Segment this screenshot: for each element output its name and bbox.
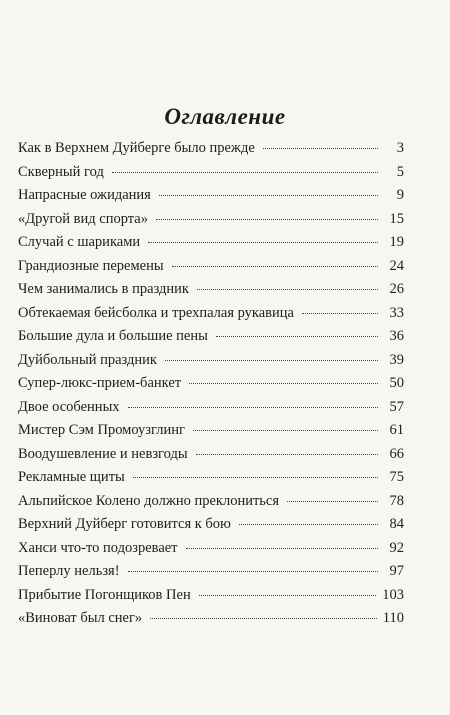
toc-dot-leader [112, 172, 378, 173]
toc-entry [18, 399, 404, 423]
toc-entry-title: Двое особенных [18, 398, 120, 415]
toc-entry-page: 33 [389, 304, 404, 321]
toc-dot-leader [150, 618, 377, 619]
toc-entry [18, 211, 404, 235]
toc-entry-title: Обтекаемая бейсболка и трехпалая рукавица [18, 304, 294, 321]
toc-entry-page: 78 [389, 492, 404, 509]
toc-entry-page: 103 [382, 586, 404, 603]
toc-entry-title: Напрасные ожидания [18, 187, 151, 203]
toc-entry-page: 50 [389, 375, 404, 391]
toc-dot-leader [287, 501, 378, 502]
toc-entry-page: 57 [389, 398, 404, 415]
toc-entry [18, 234, 404, 258]
toc-dot-leader [302, 313, 378, 314]
toc-dot-leader [216, 336, 378, 337]
toc-dot-leader [189, 383, 378, 384]
table-of-contents [18, 140, 404, 634]
toc-entry-title: Скверный год [18, 163, 104, 180]
toc-entry [18, 469, 404, 493]
toc-entry-page: 3 [396, 140, 404, 156]
toc-entry-title: Прибытие Погонщиков Пен [18, 586, 191, 603]
toc-entry-page: 24 [389, 257, 404, 274]
toc-entry-page: 75 [389, 469, 404, 485]
toc-entry-title: Верхний Дуйберг готовится к бою [18, 516, 231, 532]
toc-dot-leader [193, 430, 378, 431]
toc-entry [18, 187, 404, 211]
toc-entry-title: Рекламные щиты [18, 469, 125, 485]
toc-entry-title: Альпийское Колено должно преклониться [18, 492, 280, 509]
toc-entry-page: 26 [389, 281, 404, 297]
toc-entry [18, 281, 404, 305]
toc-entry-page: 84 [389, 516, 404, 532]
toc-entry-page: 97 [389, 563, 404, 579]
toc-entry-page: 36 [389, 328, 404, 344]
toc-entry-title: Чем занимались в праздник [18, 281, 189, 297]
toc-dot-leader [128, 571, 378, 572]
toc-dot-leader [263, 148, 378, 149]
toc-entry [18, 375, 404, 399]
toc-entry-page: 39 [389, 351, 404, 368]
toc-dot-leader [197, 289, 378, 290]
toc-entry-title: Большие дула и большие пены [18, 328, 208, 344]
toc-entry-title: «Другой вид спорта» [18, 210, 148, 227]
toc-dot-leader [165, 360, 378, 361]
toc-entry [18, 540, 404, 564]
toc-entry [18, 258, 404, 282]
toc-entry-page: 15 [389, 210, 404, 227]
toc-entry [18, 164, 404, 188]
toc-entry [18, 563, 404, 587]
toc-entry-title: Как в Верхнем Дуйберге было прежде [18, 140, 255, 156]
toc-entry [18, 493, 404, 517]
toc-entry-title: Грандиозные перемены [18, 257, 164, 274]
toc-entry [18, 587, 404, 611]
toc-entry-title: Ханси что-то подозревает [18, 539, 178, 556]
toc-dot-leader [199, 595, 377, 596]
toc-entry [18, 422, 404, 446]
toc-entry [18, 446, 404, 470]
toc-entry-title: Мистер Сэм Промоузглинг [18, 422, 185, 438]
toc-dot-leader [239, 524, 378, 525]
toc-dot-leader [172, 266, 378, 267]
toc-entry-page: 61 [389, 422, 404, 438]
toc-dot-leader [128, 407, 378, 408]
toc-entry [18, 140, 404, 164]
page-title: Оглавление [164, 104, 286, 129]
toc-entry-title: Воодушевление и невзгоды [18, 445, 188, 462]
toc-entry-page: 66 [389, 445, 404, 462]
toc-entry-title: «Виноват был снег» [18, 610, 143, 626]
toc-entry [18, 516, 404, 540]
toc-dot-leader [186, 548, 378, 549]
toc-entry-page: 19 [389, 234, 404, 250]
toc-entry-page: 92 [389, 539, 404, 556]
toc-dot-leader [159, 195, 378, 196]
toc-entry-title: Случай с шариками [18, 234, 141, 250]
show-through-text-top [0, 4, 450, 40]
toc-entry-page: 5 [396, 163, 404, 180]
toc-entry-page: 9 [396, 187, 404, 203]
toc-dot-leader [148, 242, 378, 243]
toc-entry [18, 305, 404, 329]
toc-entry-title: Супер-люкс-прием-банкет [18, 375, 182, 391]
toc-entry [18, 610, 404, 634]
toc-entry-title: Дуйбольный праздник [18, 351, 157, 368]
toc-entry [18, 352, 404, 376]
toc-dot-leader [133, 477, 378, 478]
toc-entry [18, 328, 404, 352]
toc-dot-leader [156, 219, 378, 220]
toc-entry-page: 110 [382, 610, 404, 626]
toc-dot-leader [196, 454, 378, 455]
toc-entry-title: Пеперлу нельзя! [18, 563, 120, 579]
